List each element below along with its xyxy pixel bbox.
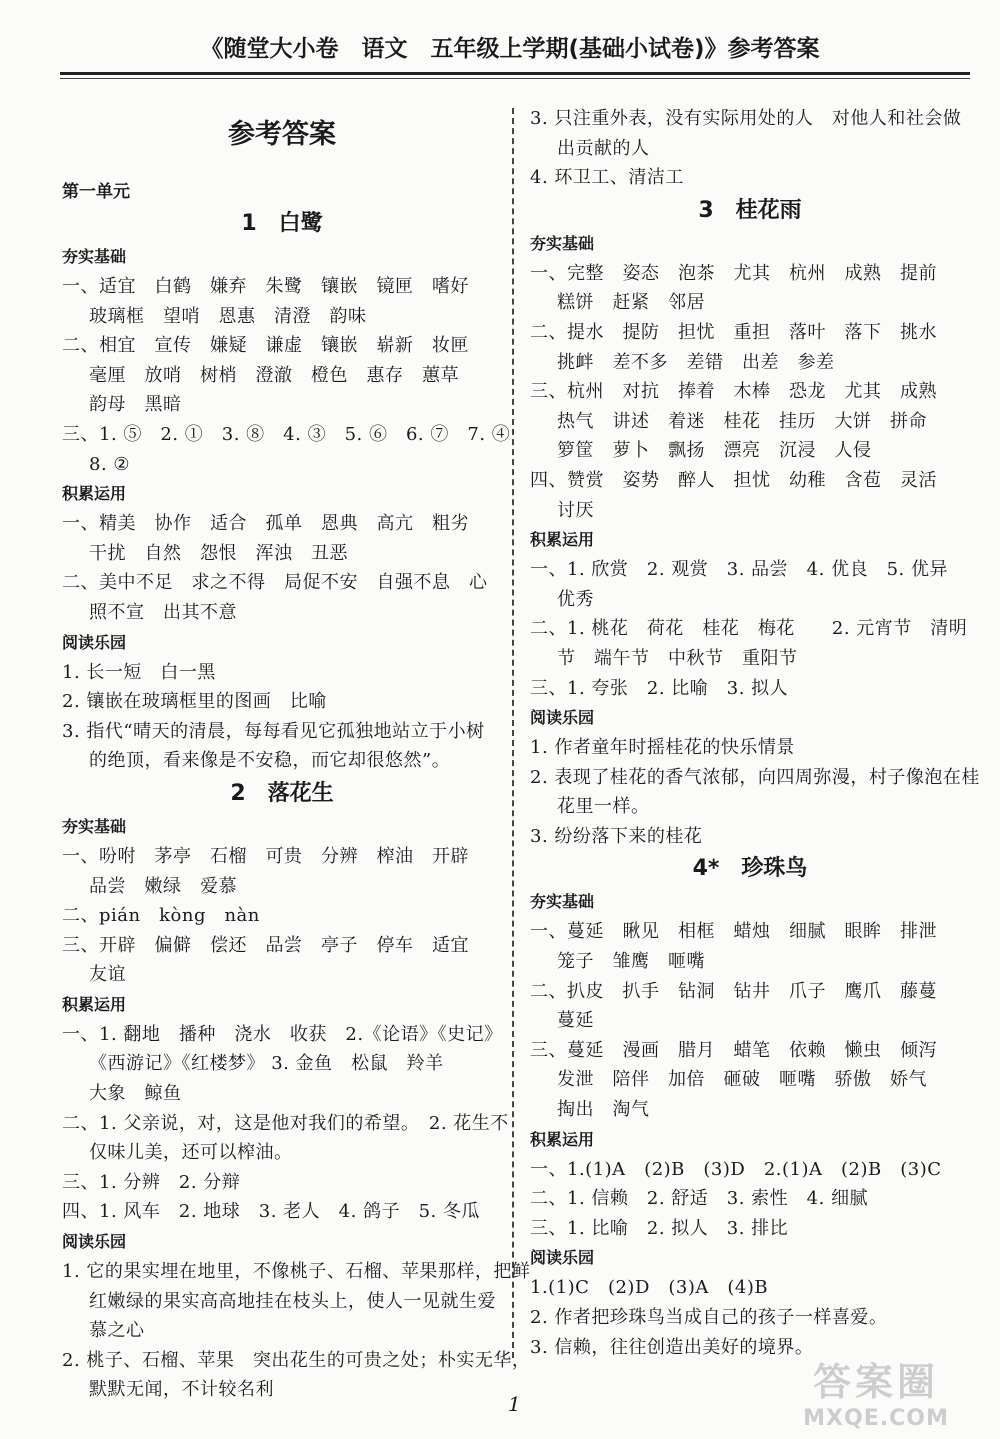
section-heading: 积累运用: [62, 994, 127, 1014]
answer-line: 发泄 陪伴 加倍 砸破 咂嘴 骄傲 娇气: [557, 1069, 927, 1091]
section-heading: 阅读乐园: [62, 632, 127, 652]
answer-line: 品尝 嫩绿 爱慕: [89, 875, 237, 897]
section-heading: 夯实基础: [62, 816, 127, 836]
section-heading: 阅读乐园: [62, 1232, 127, 1252]
answer-line: 2. 桃子、石榴、苹果 突出花生的可贵之处；朴实无华，: [62, 1349, 531, 1371]
answer-line: 四、1. 风车 2. 地球 3. 老人 4. 鸽子 5. 冬瓜: [62, 1201, 480, 1223]
answer-line: 一、1. 欣赏 2. 观赏 3. 品尝 4. 优良 5. 优异: [530, 559, 948, 581]
answer-line: 花里一样。: [557, 796, 650, 818]
answer-line: 玻璃框 望哨 恩惠 清澄 韵味: [89, 305, 367, 327]
answer-line: 一、完整 姿态 泡茶 尤其 杭州 成熟 提前: [530, 262, 937, 284]
answer-line: 二、相宜 宣传 嫌疑 谦虚 镶嵌 崭新 妆匣: [62, 335, 469, 357]
answer-line: 掏出 淘气: [557, 1099, 650, 1121]
section-heading: 阅读乐园: [530, 1248, 595, 1268]
answer-line: 韵母 黑暗: [89, 394, 182, 416]
answer-line: 一、适宜 白鹤 嫌弃 朱鹭 镶嵌 镜匣 嗜好: [62, 276, 469, 297]
answer-line: 毫厘 放哨 树梢 澄澈 橙色 惠存 蕙草: [89, 364, 459, 386]
answer-line: 糕饼 赶紧 邻居: [557, 292, 705, 314]
answer-line: 三、1. 夸张 2. 比喻 3. 拟人: [530, 677, 789, 699]
answer-line: 3. 纷纷落下来的桂花: [530, 825, 703, 847]
answer-line: 二、扒皮 扒手 钻洞 钻井 爪子 鹰爪 藤蔓: [530, 980, 937, 1002]
answer-line: 照不宣 出其不意: [89, 601, 237, 623]
right-column: [530, 104, 980, 1362]
left-column: [62, 104, 531, 1405]
answer-line: 4. 环卫工、清洁工: [530, 167, 684, 189]
answer-line: 3. 只注重外表，没有实际用处的人 对他人和社会做: [530, 108, 962, 129]
answer-line: 3. 指代“晴天的清晨，每每看见它孤独地站立于小树: [62, 720, 485, 742]
answer-line: 2. 镶嵌在玻璃框里的图画 比喻: [62, 691, 327, 713]
answer-line: 箩筐 萝卜 飘扬 漂亮 沉浸 人侵: [557, 440, 872, 462]
section-heading: 夯实基础: [530, 233, 595, 253]
answer-line: 热气 讲述 着迷 桂花 挂历 大饼 拼命: [557, 410, 927, 432]
running-header: 《随堂大小卷 语文 五年级上学期(基础小试卷)》参考答案: [200, 36, 820, 62]
section-heading: 积累运用: [530, 1129, 595, 1149]
answer-line: 《西游记》《红楼梦》 3. 金鱼 松鼠 羚羊: [89, 1053, 444, 1075]
answer-line: 默默无闻，不计较名利: [89, 1379, 274, 1401]
answer-line: 笼子 雏鹰 咂嘴: [557, 951, 705, 973]
section-heading: 积累运用: [530, 530, 595, 550]
answer-line: 四、赞赏 姿势 醉人 担忧 幼稚 含苞 灵活: [530, 469, 937, 491]
lesson-1-title: 1 白鹭: [241, 211, 323, 236]
answer-line: 三、1. 分辨 2. 分辩: [62, 1171, 241, 1193]
unit-heading: 第一单元: [62, 182, 130, 202]
answer-line: 挑衅 差不多 差错 出差 参差: [557, 351, 835, 373]
answer-line: 8. ②: [89, 453, 131, 475]
answer-line: 1. 长一短 白一黑: [62, 661, 216, 683]
header-rule-thick: [60, 72, 970, 75]
lesson-4-title: 4* 珍珠鸟: [692, 856, 808, 882]
answer-line: 3. 信赖，往往创造出美好的境界。: [530, 1336, 814, 1358]
watermark-text: 答案圈: [812, 1360, 939, 1404]
page-number: 1: [508, 1392, 521, 1416]
answer-line: 二、1. 信赖 2. 舒适 3. 索性 4. 细腻: [530, 1188, 869, 1210]
answer-line: 的绝顶，看来像是不安稳，而它却很悠然”。: [89, 750, 451, 772]
answer-line: 2. 作者把珍珠鸟当成自己的孩子一样喜爱。: [530, 1307, 888, 1328]
watermark-logo: [776, 1351, 976, 1431]
answer-line: 友谊: [89, 964, 126, 986]
answer-line: 二、1. 桃花 荷花 桂花 梅花 2. 元宵节 清明: [530, 618, 968, 640]
answer-line: 三、蔓延 漫画 腊月 蜡笔 依赖 懒虫 倾泻: [530, 1039, 937, 1061]
answer-line: 一、吩咐 茅亭 石榴 可贵 分辨 榨油 开辟: [62, 845, 469, 867]
answer-line: 优秀: [557, 588, 594, 610]
answer-line: 慕之心: [89, 1320, 145, 1342]
answer-line: 二、提水 提防 担忧 重担 落叶 落下 挑水: [530, 321, 937, 343]
answer-line: 干扰 自然 怨恨 浑浊 丑恶: [89, 542, 348, 564]
answer-line: 一、蔓延 瞅见 相框 蜡烛 细腻 眼眸 排泄: [530, 921, 937, 943]
answer-line: 三、开辟 偏僻 偿还 品尝 亭子 停车 适宜: [62, 934, 469, 956]
answer-line: 红嫩绿的果实高高地挂在枝头上，使人一见就生爱: [89, 1290, 496, 1312]
answer-line: 一、1.(1)A (2)B (3)D 2.(1)A (2)B (3)C: [530, 1158, 942, 1180]
answer-line: 二、pián kòng nàn: [62, 905, 260, 927]
section-heading: 积累运用: [62, 484, 127, 504]
answer-line: 1.(1)C (2)D (3)A (4)B: [530, 1277, 769, 1299]
watermark-url: MXQE.COM: [803, 1406, 949, 1431]
answer-line: 讨厌: [557, 499, 594, 521]
header-rule-thin: [60, 78, 970, 79]
answer-line: 三、1. ⑤ 2. ① 3. ⑧ 4. ③ 5. ⑥ 6. ⑦ 7. ④: [62, 423, 511, 445]
answer-line: 三、1. 比喻 2. 拟人 3. 排比: [530, 1217, 789, 1239]
answer-line: 1. 作者童年时摇桂花的快乐情景: [530, 737, 795, 759]
section-heading: 夯实基础: [62, 247, 127, 266]
column-divider: [512, 108, 514, 1358]
answer-line: 仅味儿美，还可以榨油。: [89, 1142, 293, 1164]
section-heading: 夯实基础: [530, 892, 595, 912]
answer-line: 节 端午节 中秋节 重阳节: [557, 647, 798, 669]
answer-line: 1. 它的果实埋在地里，不像桃子、石榴、苹果那样，把鲜: [62, 1261, 531, 1283]
page-title: 参考答案: [228, 119, 336, 150]
answer-line: 一、精美 协作 适合 孤单 恩典 高亢 粗劣: [62, 513, 469, 535]
lesson-2-title: 2 落花生: [230, 780, 334, 806]
answer-line: 出贡献的人: [557, 137, 650, 159]
lesson-3-title: 3 桂花雨: [698, 197, 802, 223]
answer-line: 2. 表现了桂花的香气浓郁，向四周弥漫，村子像泡在桂: [530, 766, 980, 788]
answer-line: 蔓延: [557, 1010, 594, 1032]
answer-line: 三、杭州 对抗 捧着 木棒 恐龙 尤其 成熟: [530, 381, 937, 403]
answer-line: 二、1. 父亲说，对，这是他对我们的希望。 2. 花生不: [62, 1112, 509, 1134]
section-heading: 阅读乐园: [530, 708, 595, 728]
answer-line: 二、美中不足 求之不得 局促不安 自强不息 心: [62, 572, 488, 594]
answer-line: 一、1. 翻地 播种 浇水 收获 2.《论语》《史记》: [62, 1023, 503, 1045]
answer-line: 大象 鲸鱼: [89, 1083, 182, 1105]
